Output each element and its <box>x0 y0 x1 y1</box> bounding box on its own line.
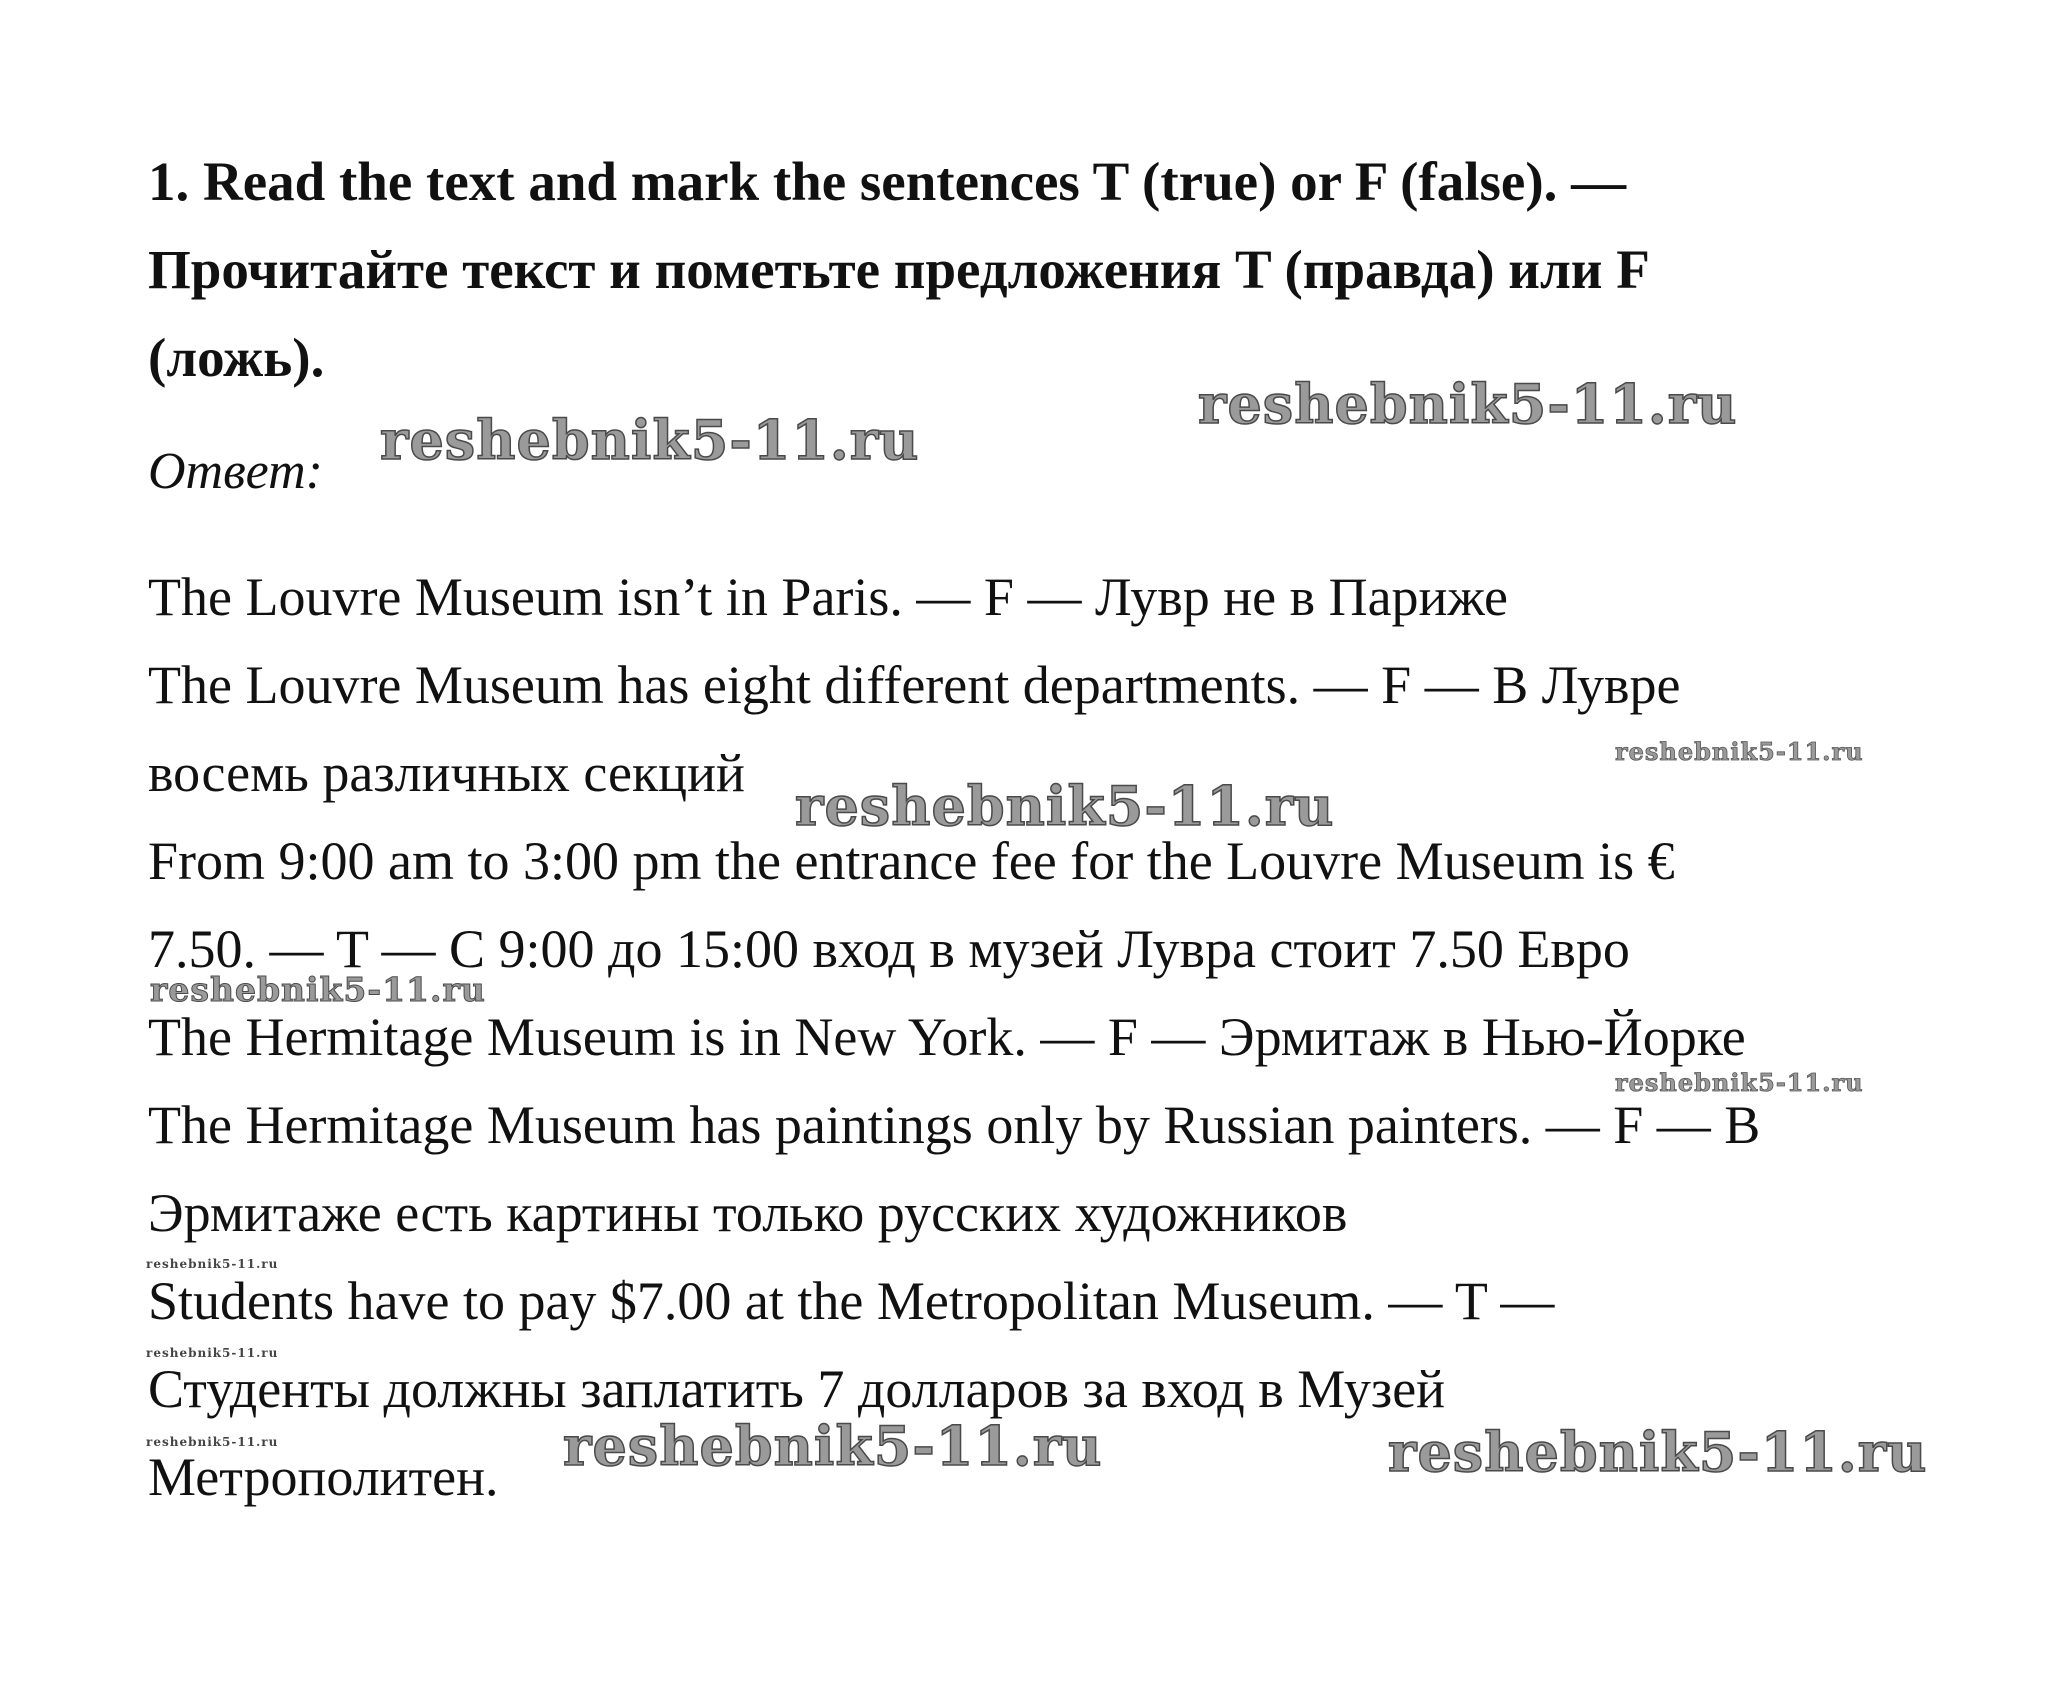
task-title-line: (ложь). <box>148 327 325 388</box>
answer-line: Студенты должны заплатить 7 долларов за вход в Музей <box>148 1359 1446 1419</box>
answer-line: The Louvre Museum has eight different departments. — F — В Лувре <box>148 655 1681 715</box>
answer-line: восемь различных секций <box>148 743 745 803</box>
watermark: reshebnik5-11.ru <box>1198 372 1738 436</box>
answer-line: From 9:00 am to 3:00 pm the entrance fee for the Louvre Museum is € <box>148 831 1675 891</box>
task-title-line: Прочитайте текст и пометьте предложения T (правда) или F <box>148 239 1650 300</box>
watermark: reshebnik5-11.ru <box>380 408 920 472</box>
watermark: reshebnik5-11.ru <box>795 774 1335 838</box>
answer-line: The Hermitage Museum is in New York. — F — Эрмитаж в Нью-Йорке <box>148 1007 1746 1067</box>
watermark: reshebnik5-11.ru <box>150 970 486 1009</box>
answer-line: Эрмитаже есть картины только русских художников <box>148 1183 1348 1243</box>
watermark: reshebnik5-11.ru <box>146 1435 279 1449</box>
watermark: reshebnik5-11.ru <box>1388 1420 1928 1484</box>
task-title <box>148 138 1828 402</box>
answer-line: Метрополитен. <box>148 1447 499 1507</box>
answer-line: 7.50. — T — С 9:00 до 15:00 вход в музей Лувра стоит 7.50 Евро <box>148 919 1630 979</box>
watermark: reshebnik5-11.ru <box>146 1257 279 1271</box>
watermark: reshebnik5-11.ru <box>146 1346 279 1360</box>
answer-label: Ответ: <box>148 443 323 500</box>
answer-line: The Hermitage Museum has paintings only by Russian painters. — F — В <box>148 1095 1761 1155</box>
task-title-line: 1. Read the text and mark the sentences T (true) or F (false). — <box>148 151 1627 212</box>
watermark: reshebnik5-11.ru <box>563 1414 1103 1478</box>
watermark: reshebnik5-11.ru <box>1615 1068 1864 1097</box>
answer-line: Students have to pay $7.00 at the Metropolitan Museum. — T — <box>148 1271 1555 1331</box>
answer-body <box>148 553 1948 1521</box>
watermark: reshebnik5-11.ru <box>1615 737 1864 766</box>
answer-line: The Louvre Museum isn’t in Paris. — F — Лувр не в Париже <box>148 567 1509 627</box>
